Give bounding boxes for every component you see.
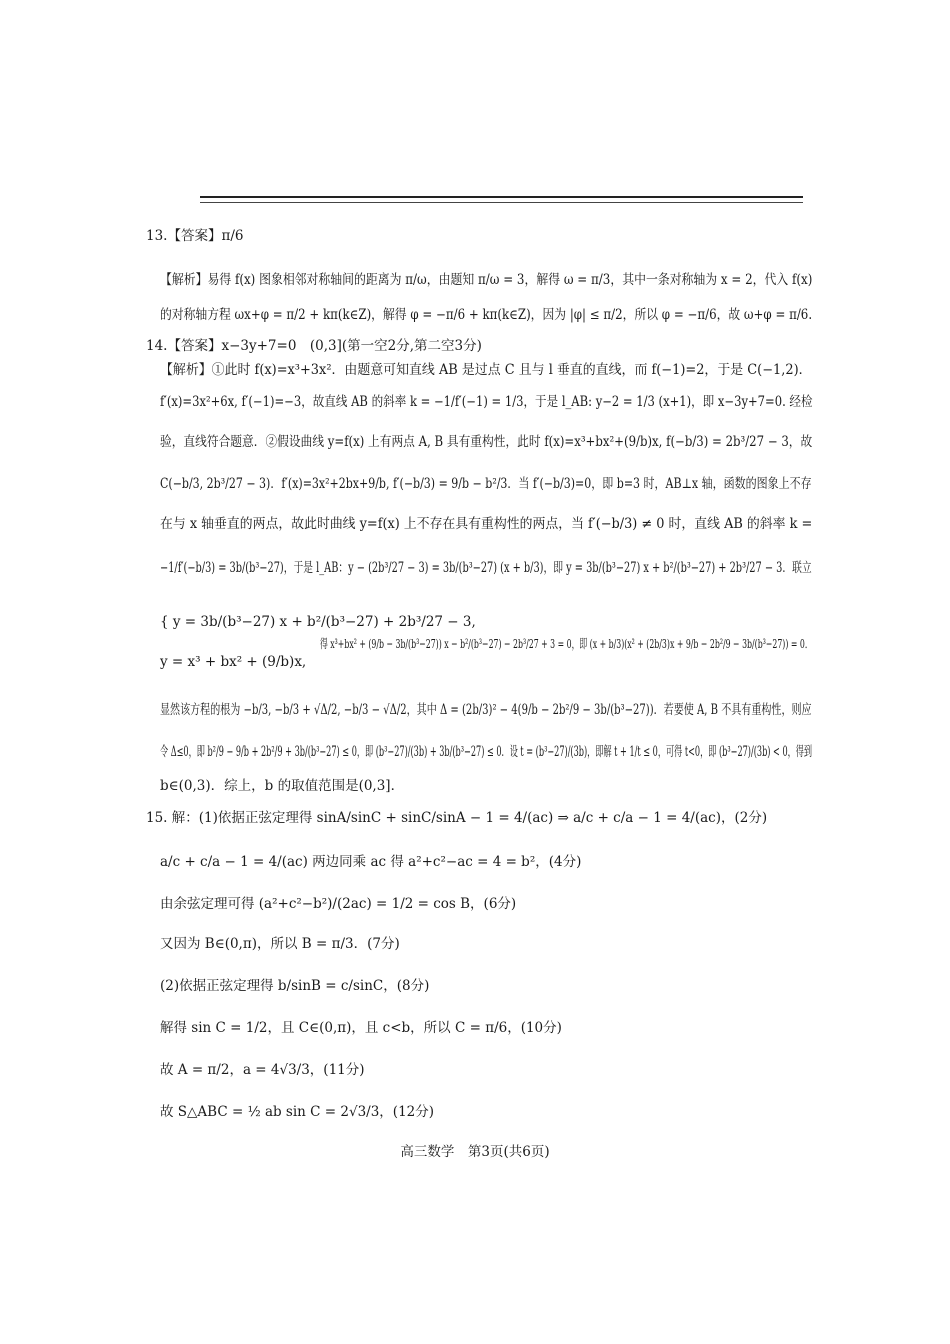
q14-system-result: 得 x³+bx² + (9/b − 3b/(b³−27)) x − b²/(b³−27) − 2b³/27 + 3 = 0，即 (x + b/3)(x² + (2b/3)x + 9/b − 2b²/9 − 3b/(b³−27)) = 0． (320, 636, 813, 651)
q13-analysis-line-2: 的对称轴方程 ωx+φ = π/2 + kπ(k∈Z)，解得 φ = −π/6 + kπ(k∈Z)，因为 |φ| ≤ π/2，所以 φ = −π/6，故 ω+φ = π/6. (160, 307, 813, 323)
q14-answer: 14.【答案】x−3y+7=0 (0,3](第一空2分,第二空3分) (146, 338, 482, 354)
page-footer: 高三数学 第3页(共6页) (400, 1144, 550, 1160)
q15-line-8: 故 S△ABC = ½ ab sin C = 2√3/3，(12分) (160, 1104, 435, 1120)
q13-answer: 13.【答案】π/6 (146, 228, 244, 244)
q14-system-eq-2: y = x³ + bx² + (9/b)x, (160, 654, 307, 670)
q15-line-4: 又因为 B∈(0,π)，所以 B = π/3．(7分) (160, 936, 400, 952)
q13-analysis-line-1: 【解析】易得 f(x) 图象相邻对称轴间的距离为 π/ω，由题知 π/ω = 3，解得 ω = π/3，其中一条对称轴为 x = 2，代入 f(x) (160, 272, 813, 288)
q15-line-1: 15. 解：(1)依据正弦定理得 sinA/sinC + sinC/sinA − 1 = 4/(ac) ⇒ a/c + c/a − 1 = 4/(ac)，(2分) (146, 810, 768, 826)
q15-line-2: a/c + c/a − 1 = 4/(ac) 两边同乘 ac 得 a²+c²−ac = 4 = b²，(4分) (160, 854, 582, 870)
q14-system-eq-1: { y = 3b/(b³−27) x + b²/(b³−27) + 2b³/27 − 3, (160, 614, 476, 630)
header-rule-thin (200, 202, 803, 203)
q14-analysis-line-8: 显然该方程的根为 −b/3, −b/3 + √Δ/2, −b/3 − √Δ/2，其中 Δ = (2b/3)² − 4(9/b − 2b²/9 − 3b/(b³−27))．若要使 A, B 不具有重构性，则应 (160, 702, 812, 718)
q14-analysis-line-4: C(−b/3, 2b³/27 − 3)．f′(x)=3x²+2bx+9/b, f′(−b/3) = 9/b − b²/3．当 f′(−b/3)=0，即 b=3 时，AB⊥x 轴，函数的图象上不存 (160, 476, 812, 492)
q14-analysis-line-1: 【解析】①此时 f(x)=x³+3x²．由题意可知直线 AB 是过点 C 且与 l 垂直的直线，而 f(−1)=2，于是 C(−1,2)． (160, 362, 812, 378)
header-rule-thick (200, 196, 803, 198)
q14-analysis-line-6: −1/f′(−b/3) = 3b/(b³−27)，于是 l_AB：y − (2b³/27 − 3) = 3b/(b³−27) (x + b/3)，即 y = 3b/(b³−27) x + b²/(b³−27) + 2b³/27 − 3．联立 (160, 560, 812, 576)
q14-analysis-line-5: 在与 x 轴垂直的两点，故此时曲线 y=f(x) 上不存在具有重构性的两点，当 f′(−b/3) ≠ 0 时，直线 AB 的斜率 k = (160, 516, 813, 532)
q15-line-7: 故 A = π/2，a = 4√3/3，(11分) (160, 1062, 365, 1078)
q15-line-3: 由余弦定理可得 (a²+c²−b²)/(2ac) = 1/2 = cos B，(6分) (160, 896, 517, 912)
q14-analysis-line-3: 验，直线符合题意．②假设曲线 y=f(x) 上有两点 A, B 具有重构性，此时 f(x)=x³+bx²+(9/b)x, f(−b/3) = 2b³/27 − 3，故 (160, 434, 813, 450)
q15-line-5: (2)依据正弦定理得 b/sinB = c/sinC，(8分) (160, 978, 430, 994)
q14-analysis-line-2: f′(x)=3x²+6x, f′(−1)=−3，故直线 AB 的斜率 k = −1/f′(−1) = 1/3，于是 l_AB: y−2 = 1/3 (x+1)，即 x−3y+7=0. 经检 (160, 394, 813, 410)
q14-analysis-line-9: 令 Δ≤0，即 b²/9 − 9/b + 2b²/9 + 3b/(b³−27) ≤ 0，即 (b³−27)/(3b) + 3b/(b³−27) ≤ 0．设 t = (b³−27)/(3b)，即解 t + 1/t ≤ 0，可得 t<0，即 (b³−27)/(3b) < 0，得到 (160, 744, 813, 760)
q14-analysis-line-10: b∈(0,3)．综上，b 的取值范围是(0,3]． (160, 778, 405, 794)
q15-line-6: 解得 sin C = 1/2，且 C∈(0,π)，且 c<b，所以 C = π/6，(10分) (160, 1020, 562, 1036)
